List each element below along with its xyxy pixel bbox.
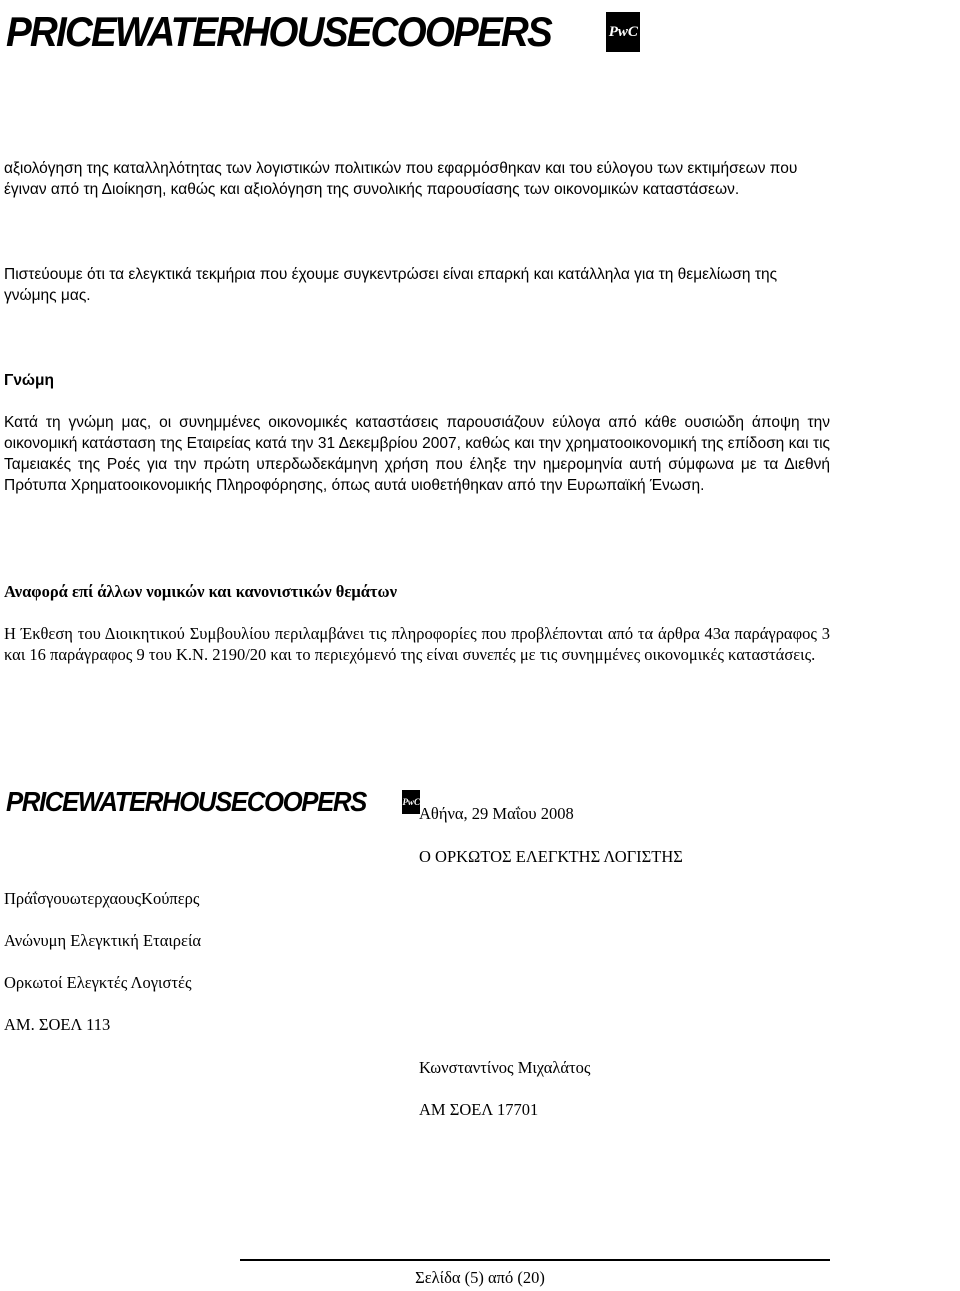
other-matters-body: Η Έκθεση του Διοικητικού Συμβουλίου περιλαμβάνει τις πληροφορίες που προβλέπονται από τα άρθρα 43α παράγραφος 3 και 16 παράγραφος 9 του Κ.Ν. 2190/20 και το περιεχόμενό της είναι συνεπές με τις συνημμένες οικονομικές καταστάσεις. (4, 624, 830, 665)
auditor-title: Ο ΟΡΚΩΤΟΣ ΕΛΕΓΚΤΗΣ ΛΟΓΙΣΤΗΣ (419, 847, 683, 866)
firm-name: ΠράΐσγουωτερχαουςΚούπερς (4, 889, 200, 908)
footer-divider (240, 1259, 830, 1261)
intro-paragraph-2: Πιστεύουμε ότι τα ελεγκτικά τεκμήρια που έχουμε συγκεντρώσει είναι επαρκή και κατάλληλα για τη θεμελίωση της γνώμης μας. (4, 266, 778, 304)
other-matters-heading: Αναφορά επί άλλων νομικών και κανονιστικών θεμάτων (4, 582, 397, 601)
pwc-logo (6, 4, 640, 60)
firm-type: Ανώνυμη Ελεγκτική Εταιρεία (4, 931, 202, 950)
opinion-heading: Γνώμη (4, 372, 54, 389)
signature-logo-wordmark: PRICEWATERHOUSECOOPERS (6, 786, 366, 817)
signature-logo (6, 784, 420, 820)
signature-date: Αθήνα, 29 Μαΐου 2008 (419, 804, 574, 823)
firm-registration: ΑΜ. ΣΟΕΛ 113 (4, 1015, 111, 1034)
opinion-body: Κατά τη γνώμη μας, οι συνημμένες οικονομικές καταστάσεις παρουσιάζουν εύλογα από κάθε ουσιώδη άποψη την οικονομική κατάσταση της Εταιρείας κατά την 31 Δεκεμβρίου 2007, καθώς και την χρηματοοικονομική της επίδοση και τις Ταμειακές της Ροές για την πρώτη υπερδωδεκάμηνη χρήση που έληξε την ημερομηνία αυτή σύμφωνα με τα Διεθνή Πρότυπα Χρηματοοικονομικής Πληροφόρησης, όπως αυτά υιοθετήθηκαν από την Ευρωπαϊκή Ένωση. (4, 414, 830, 494)
intro-paragraph-1: αξιολόγηση της καταλληλότητας των λογιστικών πολιτικών που εφαρμόσθηκαν και του εύλογου των εκτιμήσεων που έγιναν από τη Διοίκηση, καθώς και αξιολόγηση της συνολικής παρουσίασης των οικονομικών καταστάσεων. (4, 160, 798, 198)
logo-emblem: PwC (606, 12, 640, 52)
page-number: Σελίδα (5) από (20) (415, 1268, 545, 1287)
firm-role: Ορκωτοί Ελεγκτές Λογιστές (4, 973, 192, 992)
signature-logo-emblem: PwC (402, 790, 420, 814)
auditor-name: Κωνσταντίνος Μιχαλάτος (419, 1058, 591, 1077)
auditor-registration: ΑΜ ΣΟΕΛ 17701 (419, 1100, 539, 1119)
logo-wordmark: PRICEWATERHOUSECOOPERS (6, 8, 551, 55)
